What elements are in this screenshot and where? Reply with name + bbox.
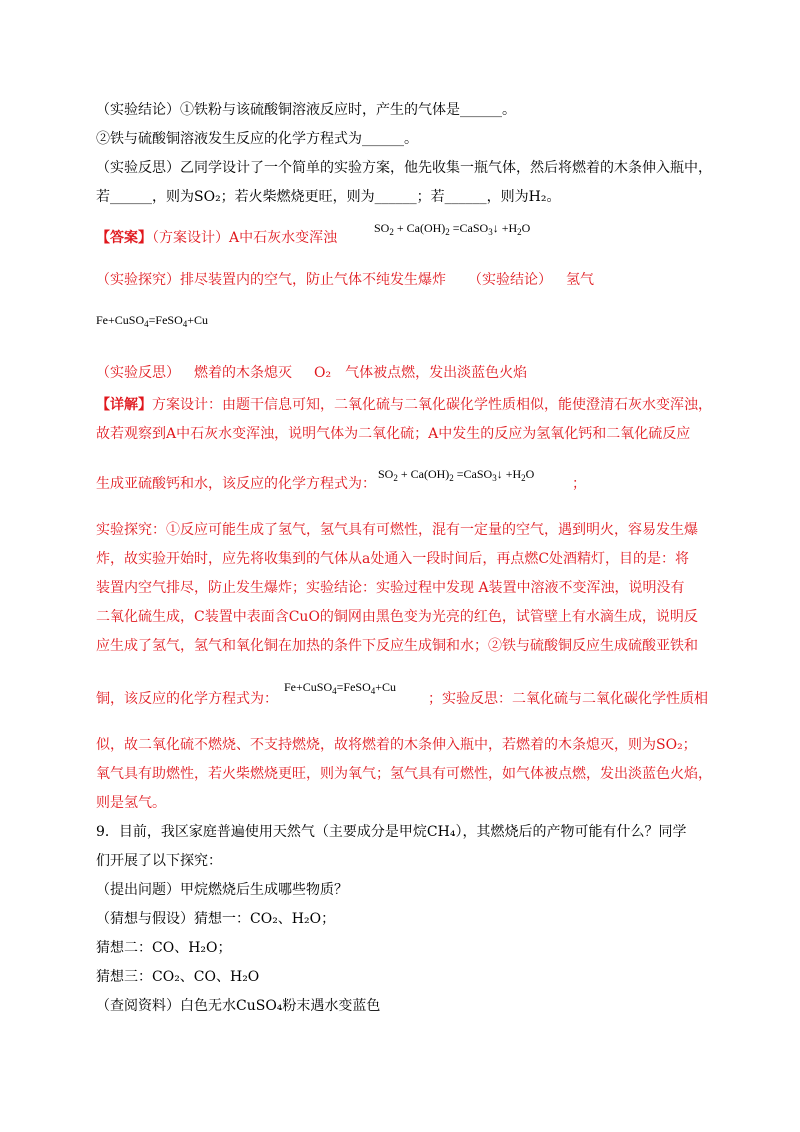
detail-line-9: 铜，该反应的化学方程式为： ；实验反思：二氧化硫与二氧化碳化学性质相 <box>96 691 708 707</box>
answer-reflect-2: O₂ <box>314 365 332 381</box>
detail-line-10: 似，故二氧化硫不燃烧、不支持燃烧，故将燃着的木条伸入瓶中，若燃着的木条熄灭，则为SO₂； <box>96 737 697 753</box>
detail-line-11: 氧气具有助燃性，若火柴燃烧更旺，则为氧气；氢气具有可燃性，如气体被点燃，发出淡蓝色火焰， <box>96 766 712 782</box>
detail-line-8: 应生成了氢气，氢气和氧化铜在加热的条件下反应生成铜和水；②铁与硫酸铜反应生成硫酸亚铁和 <box>96 638 698 654</box>
answer-gas: 氢气 <box>566 272 594 288</box>
formula-so2-limewater-detail: $SO_2 + Ca(OH)_2$ =CaSO$_3$↓ $+H_2O$ <box>378 467 535 483</box>
q9-line-2: 们开展了以下探究： <box>96 853 222 869</box>
answer-reflection-line <box>96 363 527 383</box>
equation-question: ②铁与硫酸铜溶液发生反应的化学方程式为______。 <box>96 131 418 147</box>
answer-design-line <box>96 228 337 248</box>
answer-explore: （实验探究）排尽装置内的空气，防止气体不纯发生爆炸 <box>96 272 446 288</box>
answer-tag: 【答案】 <box>96 230 152 246</box>
detail-line-4: 实验探究：①反应可能生成了氢气，氢气具有可燃性，混有一定量的空气，遇到明火，容易发生爆 <box>96 522 698 538</box>
reflection-question-line2: 若______，则为SO₂；若火柴燃烧更旺，则为______；若______，则为H₂。 <box>96 189 561 205</box>
detail-tag: 【详解】 <box>96 397 152 413</box>
q9-line-3: （提出问题）甲烷燃烧后生成哪些物质？ <box>96 882 348 898</box>
q9-line-5: 猜想二：CO、H₂O； <box>96 940 232 956</box>
answer-explore-line <box>96 270 594 290</box>
answer-reflect-label: （实验反思） <box>96 365 180 381</box>
q9-line-4: （猜想与假设）猜想一：CO₂、H₂O； <box>96 911 336 927</box>
q9-line-7: （查阅资料）白色无水CuSO₄粉末遇水变蓝色 <box>96 998 381 1014</box>
detail-line-7: 二氧化硫生成，C装置中表面含CuO的铜网由黑色变为光亮的红色，试管壁上有水滴生成，说明反 <box>96 609 698 625</box>
detail-line-3: 生成亚硫酸钙和水，该反应的化学方程式为： ； <box>96 476 586 492</box>
detail-line-1: 【详解】方案设计：由题干信息可知，二氧化硫与二氧化碳化学性质相似，能使澄清石灰水变浑浊， <box>96 397 712 413</box>
detail-line-12: 则是氢气。 <box>96 795 166 811</box>
detail-line-5: 炸，故实验开始时，应先将收集到的气体从a处通入一段时间后，再点燃C处酒精灯，目的是：将 <box>96 551 690 567</box>
detail-line-6: 装置内空气排尽，防止发生爆炸；实验结论：实验过程中发现 A装置中溶液不变浑浊，说明没有 <box>96 580 685 596</box>
answer-reflect-1: 燃着的木条熄灭 <box>194 365 292 381</box>
formula-fe-cuso4-detail: Fe+CuSO$_4$=FeSO$_4$+Cu <box>284 680 397 696</box>
formula-so2-limewater-answer: $SO_2 + Ca(OH)_2$ =CaSO$_3$↓ $+H_2O$ <box>374 221 531 237</box>
conclusion-question: （实验结论）①铁粉与该硫酸铜溶液反应时，产生的气体是______。 <box>96 102 516 118</box>
q9-line-6: 猜想三：CO₂、CO、H₂O <box>96 969 260 985</box>
q9-line-1: 9．目前，我区家庭普遍使用天然气（主要成分是甲烷CH₄），其燃烧后的产物可能有什么？同学 <box>96 824 687 840</box>
detail-line-2: 故若观察到A中石灰水变浑浊，说明气体为二氧化硫；A中发生的反应为氢氧化钙和二氧化硫反应 <box>96 426 691 442</box>
reflection-question-line1: （实验反思）乙同学设计了一个简单的实验方案，他先收集一瓶气体，然后将燃着的木条伸入瓶中， <box>96 160 712 176</box>
formula-fe-cuso4-answer: Fe+CuSO$_4$=FeSO$_4$+Cu <box>96 313 209 329</box>
answer-design: （方案设计）A中石灰水变浑浊 <box>152 230 338 246</box>
answer-conclusion-label: （实验结论） <box>468 272 552 288</box>
answer-reflect-3: 气体被点燃，发出淡蓝色火焰 <box>345 365 528 381</box>
